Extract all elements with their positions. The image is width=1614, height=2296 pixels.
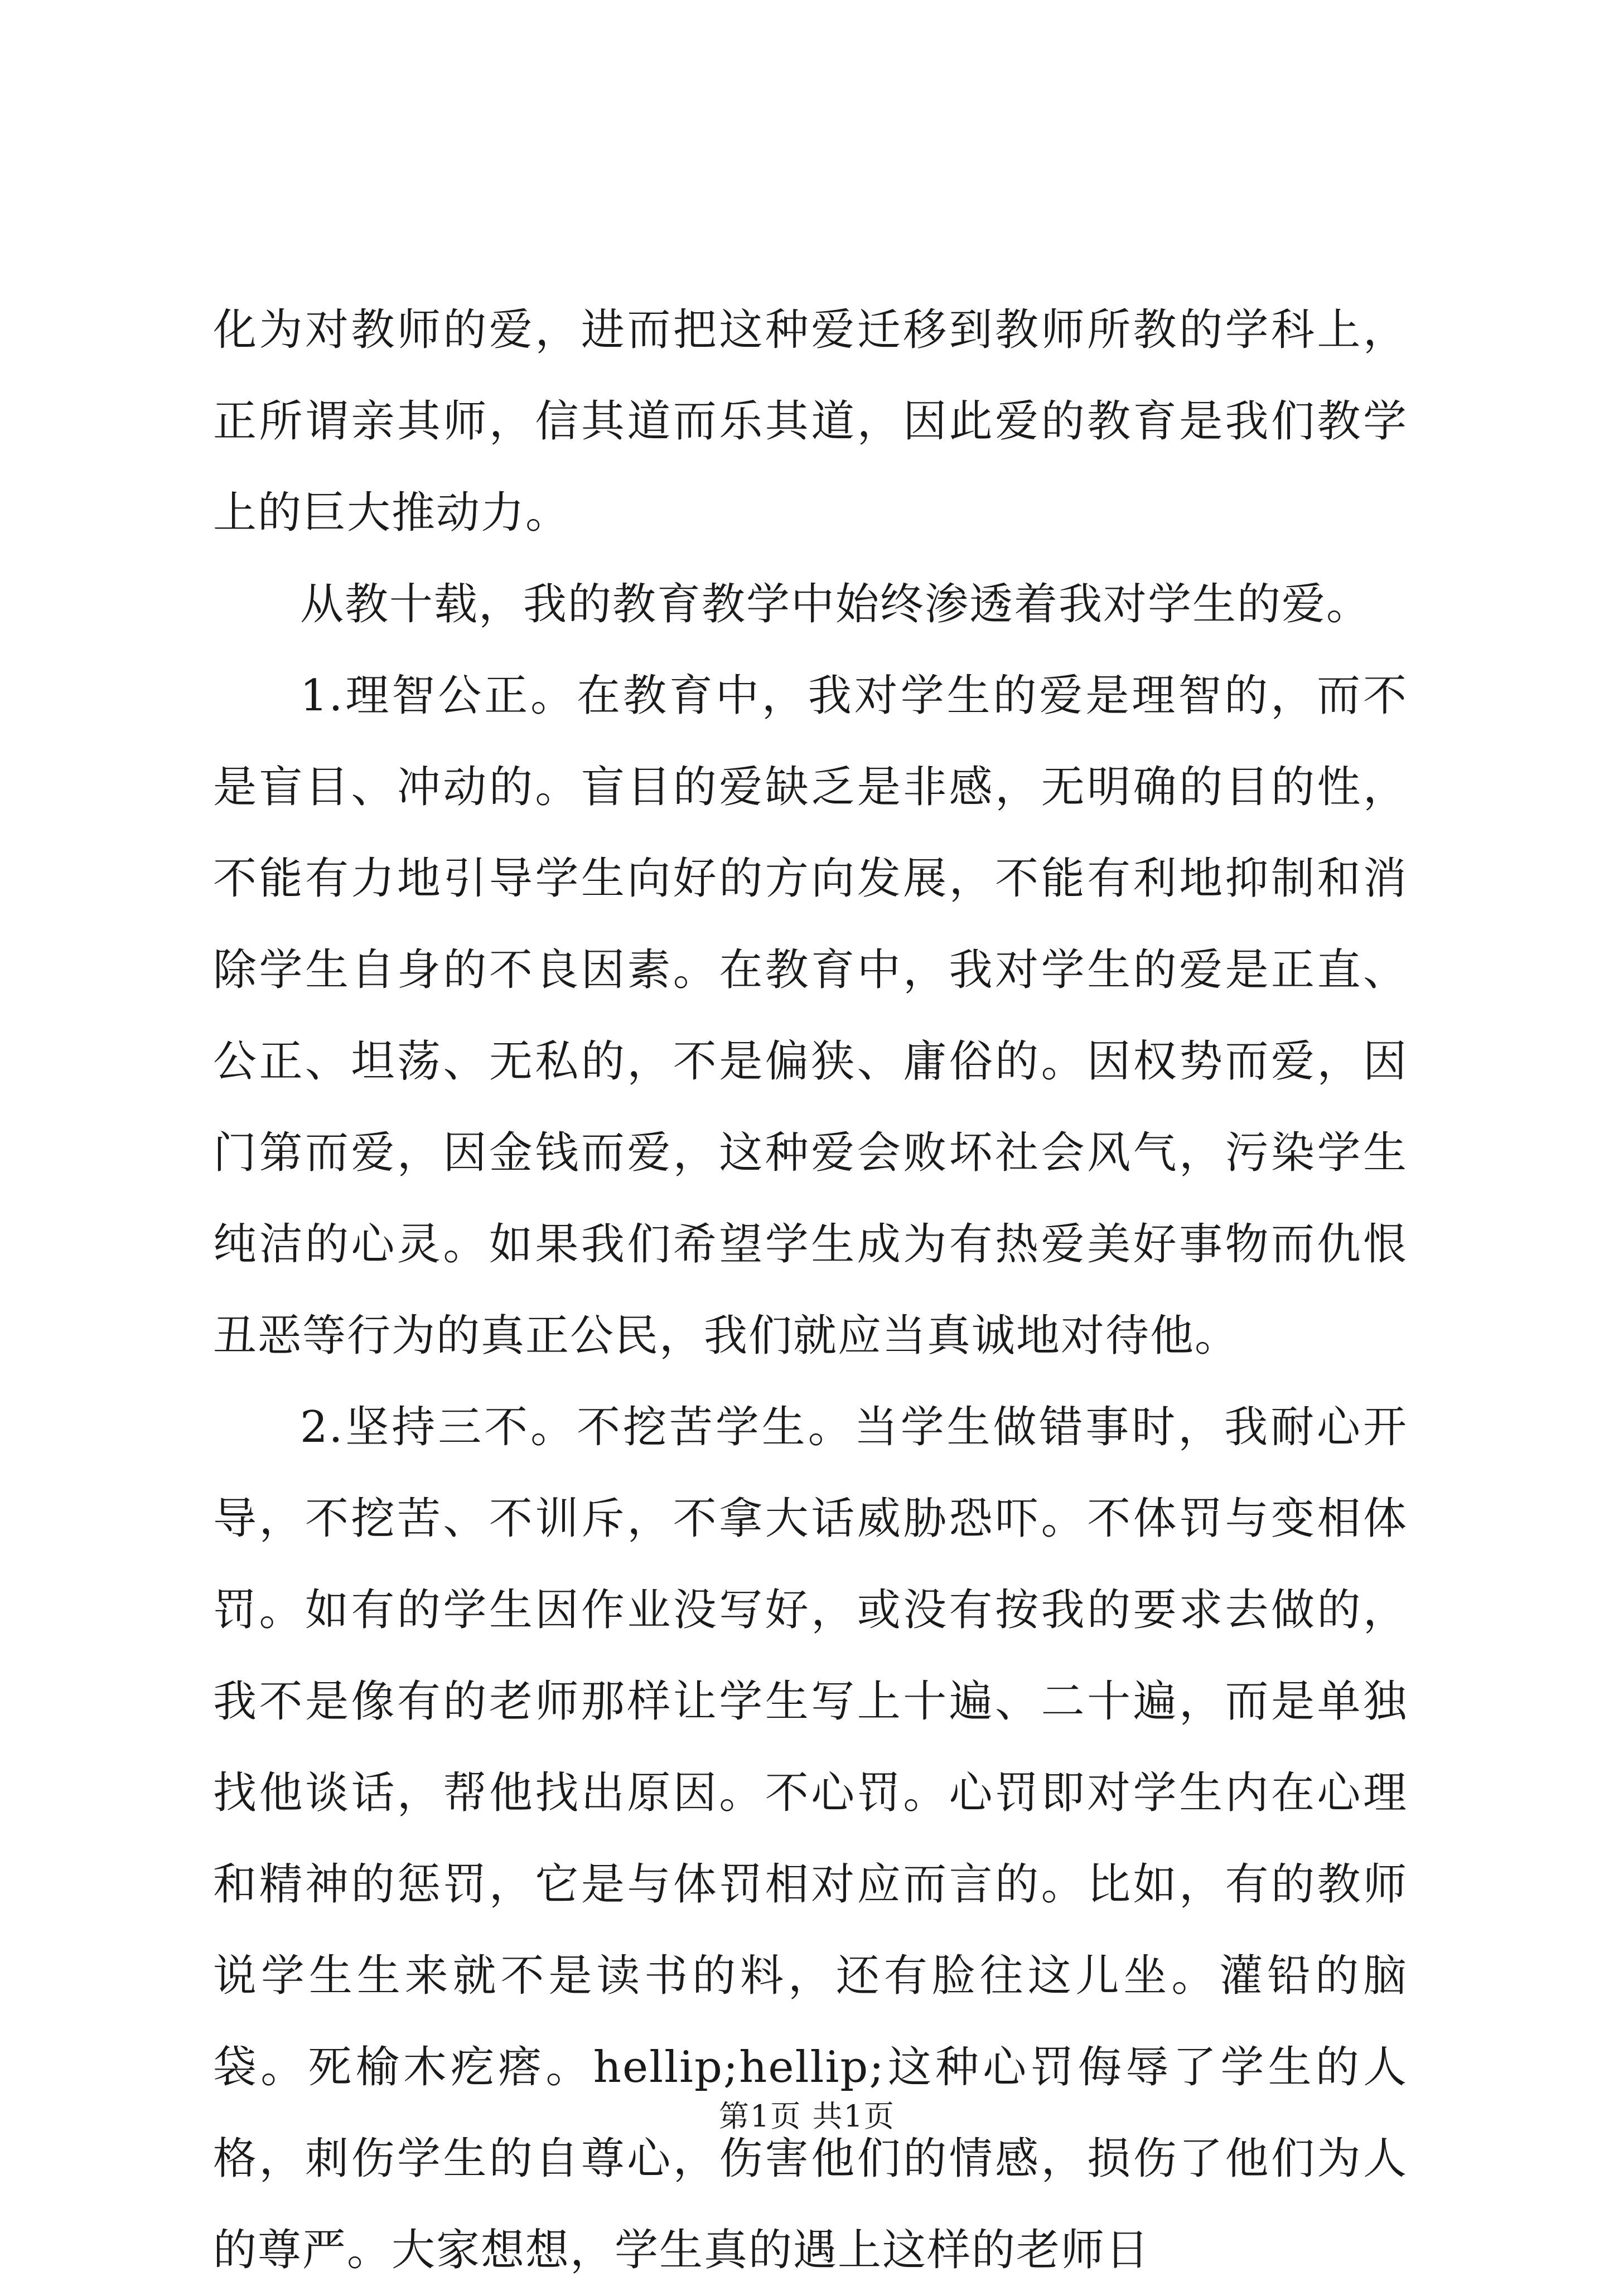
paragraph-2: 从教十载，我的教育教学中始终渗透着我对学生的爱。	[300, 579, 1371, 629]
document-body	[213, 284, 1408, 2296]
paragraph-3: 1.理智公正。在教育中，我对学生的爱是理智的，而不是盲目、冲动的。盲目的爱缺乏是非感，无明确的目的性，不能有力地引导学生向好的方向发展，不能有利地抑制和消除学生自身的不良因素。在教育中，我对学生的爱是正直、公正、坦荡、无私的，不是偏狭、庸俗的。因权势而爱，因门第而爱，因金钱而爱，这种爱会败坏社会风气，污染学生纯洁的心灵。如果我们希望学生成为有热爱美好事物而仇恨丑恶等行为的真正公民，我们就应当真诚地对待他。	[213, 671, 1408, 1361]
paragraph-1: 化为对教师的爱，进而把这种爱迁移到教师所教的学科上，正所谓亲其师，信其道而乐其道，因此爱的教育是我们教学上的巨大推动力。	[213, 305, 1408, 538]
page-footer: 第1页 共1页	[719, 2099, 895, 2134]
paragraph-4: 2.坚持三不。不挖苦学生。当学生做错事时，我耐心开导，不挖苦、不训斥，不拿大话威胁恐吓。不体罚与变相体罚。如有的学生因作业没写好，或没有按我的要求去做的，我不是像有的老师那样让学生写上十遍、二十遍，而是单独找他谈话，帮他找出原因。不心罚。心罚即对学生内在心理和精神的惩罚，它是与体罚相对应而言的。比如，有的教师说学生生来就不是读书的料，还有脸往这儿坐。灌铅的脑袋。死榆木疙瘩。hellip;hellip;这种心罚侮辱了学生的人格，刺伤学生的自尊心，伤害他们的情感，损伤了他们为人的尊严。大家想想，学生真的遇上这样的老师日	[213, 1402, 1408, 2275]
